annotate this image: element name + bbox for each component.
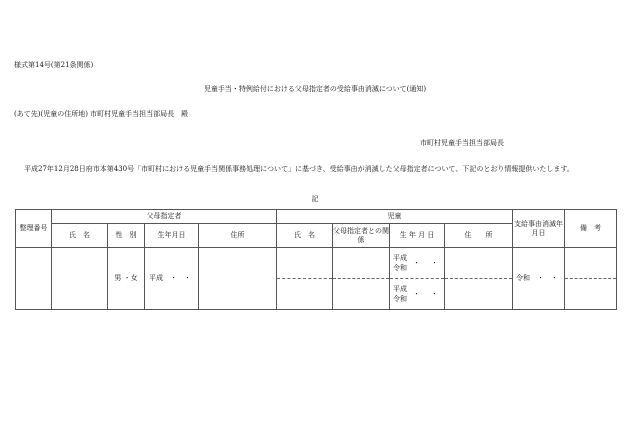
date-dots: ・ ・ — [413, 258, 440, 267]
cell-child2-address[interactable] — [445, 279, 513, 310]
cell-parent-name[interactable] — [52, 248, 108, 310]
date-dots: ・ ・ — [413, 289, 440, 298]
cell-child1-relation[interactable] — [333, 248, 390, 279]
cell-end-date[interactable]: 令和 ・ ・ — [513, 248, 565, 310]
header-child-name: 氏 名 — [277, 224, 333, 248]
cell-child2-relation[interactable] — [333, 279, 390, 310]
header-child-relation: 父母指定者との関 係 — [333, 224, 390, 248]
header-child-birthdate: 生 年 月 日 — [390, 224, 445, 248]
header-parent-group: 父母指定者 — [52, 210, 277, 224]
header-parent-sex: 性 別 — [108, 224, 145, 248]
header-end-date: 支給事由消滅年月日 — [513, 210, 565, 248]
header-parent-birthdate: 生年月日 — [145, 224, 199, 248]
cell-remarks-1[interactable] — [565, 248, 617, 279]
cell-child1-birthdate[interactable] — [390, 248, 445, 279]
era-reiwa-label: 令和 — [393, 295, 407, 303]
era-heisei-label: 平成 — [393, 285, 407, 293]
cell-parent-birthdate[interactable]: 平成 ・ ・ — [145, 248, 199, 310]
document-title: 児童手当・特例給付における父母指定者の受給事由消滅について(通知) — [203, 85, 427, 93]
addressee-line: (あて先)(児童の住所地) 市町村児童手当担当部局長 殿 — [14, 110, 189, 118]
notice-table — [15, 209, 617, 310]
form-id: 様式第14号(第21条関係) — [14, 61, 94, 69]
cell-parent-sex[interactable]: 男 ・女 — [108, 248, 145, 310]
cell-serial-number[interactable] — [16, 248, 52, 310]
sender-line: 市町村児童手当担当部局長 — [420, 139, 504, 147]
header-child-group: 児童 — [277, 210, 513, 224]
cell-child2-birthdate[interactable] — [390, 279, 445, 310]
cell-remarks-2[interactable] — [565, 279, 617, 310]
header-parent-name: 氏 名 — [52, 224, 108, 248]
cell-parent-address[interactable] — [199, 248, 277, 310]
body-paragraph: 平成27年12月28日府市本第430号「市町村における児童手当関係事務処理について」に基づき、受給事由が消滅した父母指定者について、下記のとおり情報提供いたします。 — [24, 165, 574, 173]
cell-child1-address[interactable] — [445, 248, 513, 279]
era-reiwa-label: 令和 — [393, 264, 407, 272]
ki-heading: 記 — [311, 195, 319, 203]
header-child-address: 住 所 — [445, 224, 513, 248]
cell-child2-name[interactable] — [277, 279, 333, 310]
header-serial-number: 整理番号 — [16, 210, 52, 248]
cell-child1-name[interactable] — [277, 248, 333, 279]
header-parent-address: 住所 — [199, 224, 277, 248]
header-remarks: 備 考 — [565, 210, 617, 248]
era-heisei-label: 平成 — [393, 254, 407, 262]
